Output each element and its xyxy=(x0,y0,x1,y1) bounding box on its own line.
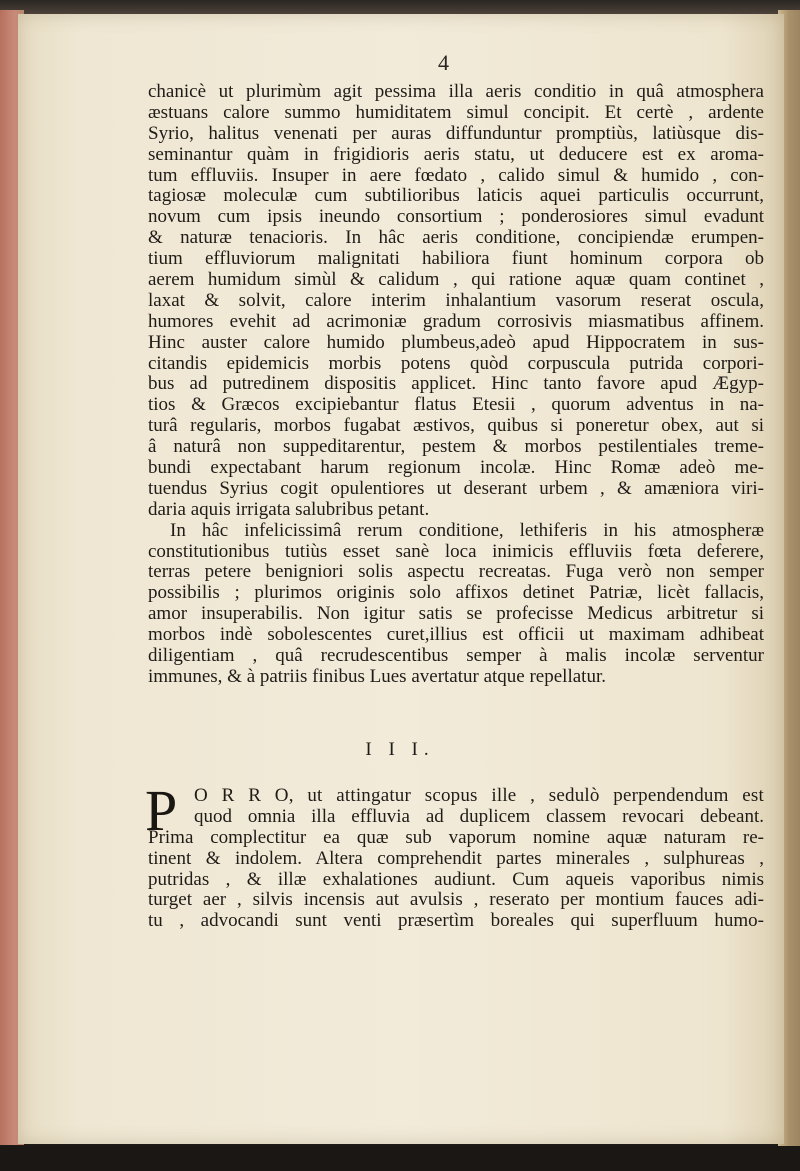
scan-bottom-border xyxy=(0,1146,800,1171)
text-line: â naturâ non suppeditarentur, pestem & morbos pestilentiales treme- xyxy=(148,436,764,458)
paragraph-block-3 xyxy=(148,786,764,932)
text-line: laxat & solvit, calore interim inhalantium vasorum reserat oscula, xyxy=(148,289,764,311)
text-line: In hâc infelicissimâ rerum conditione, lethiferis in his atmospheræ xyxy=(170,519,764,541)
text-line: chanicè ut plurimùm agit pessima illa aeris conditio in quâ atmosphera xyxy=(148,81,764,102)
text-line: morbos indè sobolescentes curet,illius est officii ut maximam adhibeat xyxy=(148,624,764,646)
text-line: turâ regularis, morbos fugabat æstivos, quibus si poneretur obex, aut si xyxy=(148,415,764,437)
text-line: tios & Græcos excipiebantur flatus Etesii , quorum adventus in na- xyxy=(148,394,764,416)
text-line: Syrio, halitus venenati per auras diffunduntur promptiùs, latiùsque dis- xyxy=(148,122,764,144)
text-line: Prima complectitur ea quæ sub vaporum nomine aquæ naturam re- xyxy=(148,826,764,848)
text-line: tium effluviorum malignitati habiliora fiunt hominum corpora ob xyxy=(148,248,764,270)
text-line: novum cum ipsis ineundo consortium ; ponderosiores simul evadunt xyxy=(148,206,764,228)
text-line: terras petere benigniori solis aspectu recreatas. Fuga verò non semper xyxy=(148,561,764,583)
text-line: & naturæ tenacioris. In hâc aeris conditione, concipiendæ erumpen- xyxy=(148,227,764,249)
text-line: turget aer , silvis incensis aut avulsis , reserato per montium fauces adi- xyxy=(148,889,764,911)
text-line: tuendus Syrius cogit opulentiores ut deserant urbem , & amæniora viri- xyxy=(148,477,764,499)
text-line: daria aquis irrigata salubribus petant. xyxy=(148,498,430,520)
text-line: tu , advocandi sunt venti præsertìm boreales qui superfluum humo- xyxy=(148,910,764,932)
text-line: bus ad putredinem dispositis applicet. Hinc tanto favore apud Ægyp- xyxy=(148,373,764,395)
drop-cap-letter: P xyxy=(145,778,178,843)
text-line: citandis epidemicis morbis potens quòd corpuscula putrida corpori- xyxy=(148,352,764,374)
text-line: immunes, & à patriis finibus Lues avertatur atque repellatur. xyxy=(148,665,606,687)
text-line: bundi expectabant harum regionum incolæ. Hinc Romæ adeò me- xyxy=(148,457,764,479)
text-line: constitutionibus tutiùs esset sanè loca inimicis effluviis fœta deferere, xyxy=(148,540,764,562)
text-line: Hinc auster calore humido plumbeus,adeò apud Hippocratem in sus- xyxy=(148,331,764,353)
text-line: tum effluviis. Insuper in aere fœdato , calido simul & humido , con- xyxy=(148,164,764,186)
text-line: quod omnia illa effluvia ad duplicem classem revocari debeant. xyxy=(194,805,764,827)
text-line: humores evehit ad acrimoniæ gradum corrosivis miasmatibus affinem. xyxy=(148,310,764,332)
text-line: aerem humidum simùl & calidum , qui ratione aquæ quam continet , xyxy=(148,269,764,291)
text-line: amor insuperabilis. Non igitur satis se profecisse Medicus arbitretur si xyxy=(148,603,764,625)
section-heading: I I I. xyxy=(365,739,435,760)
text-line: putridas , & illæ exhalationes audiunt. Cum aqueis vaporibus nimis xyxy=(148,868,764,890)
text-line: possibilis ; plurimos originis solo affixos detinet Patriæ, licèt fallacis, xyxy=(148,582,764,604)
text-line: æstuans calore summo humiditatem simul concipit. Et certè , ardente xyxy=(148,101,764,123)
text-line: diligentiam , quâ recrudescentibus semper à malis incolæ serventur xyxy=(148,645,764,667)
text-line: tagiosæ moleculæ cum subtilioribus laticis aquei particulis occurrunt, xyxy=(148,185,764,207)
paragraph-block-1 xyxy=(148,82,764,688)
text-line: tinent & indolem. Altera comprehendit partes minerales , sulphureas , xyxy=(148,847,764,869)
text-line: seminantur quàm in frigidioris aeris statu, ut deducere est ex aroma- xyxy=(148,143,764,165)
page-number: 4 xyxy=(438,50,449,75)
text-line: O R R O, ut attingatur scopus ille , sedulò perpendendum est xyxy=(194,785,764,806)
